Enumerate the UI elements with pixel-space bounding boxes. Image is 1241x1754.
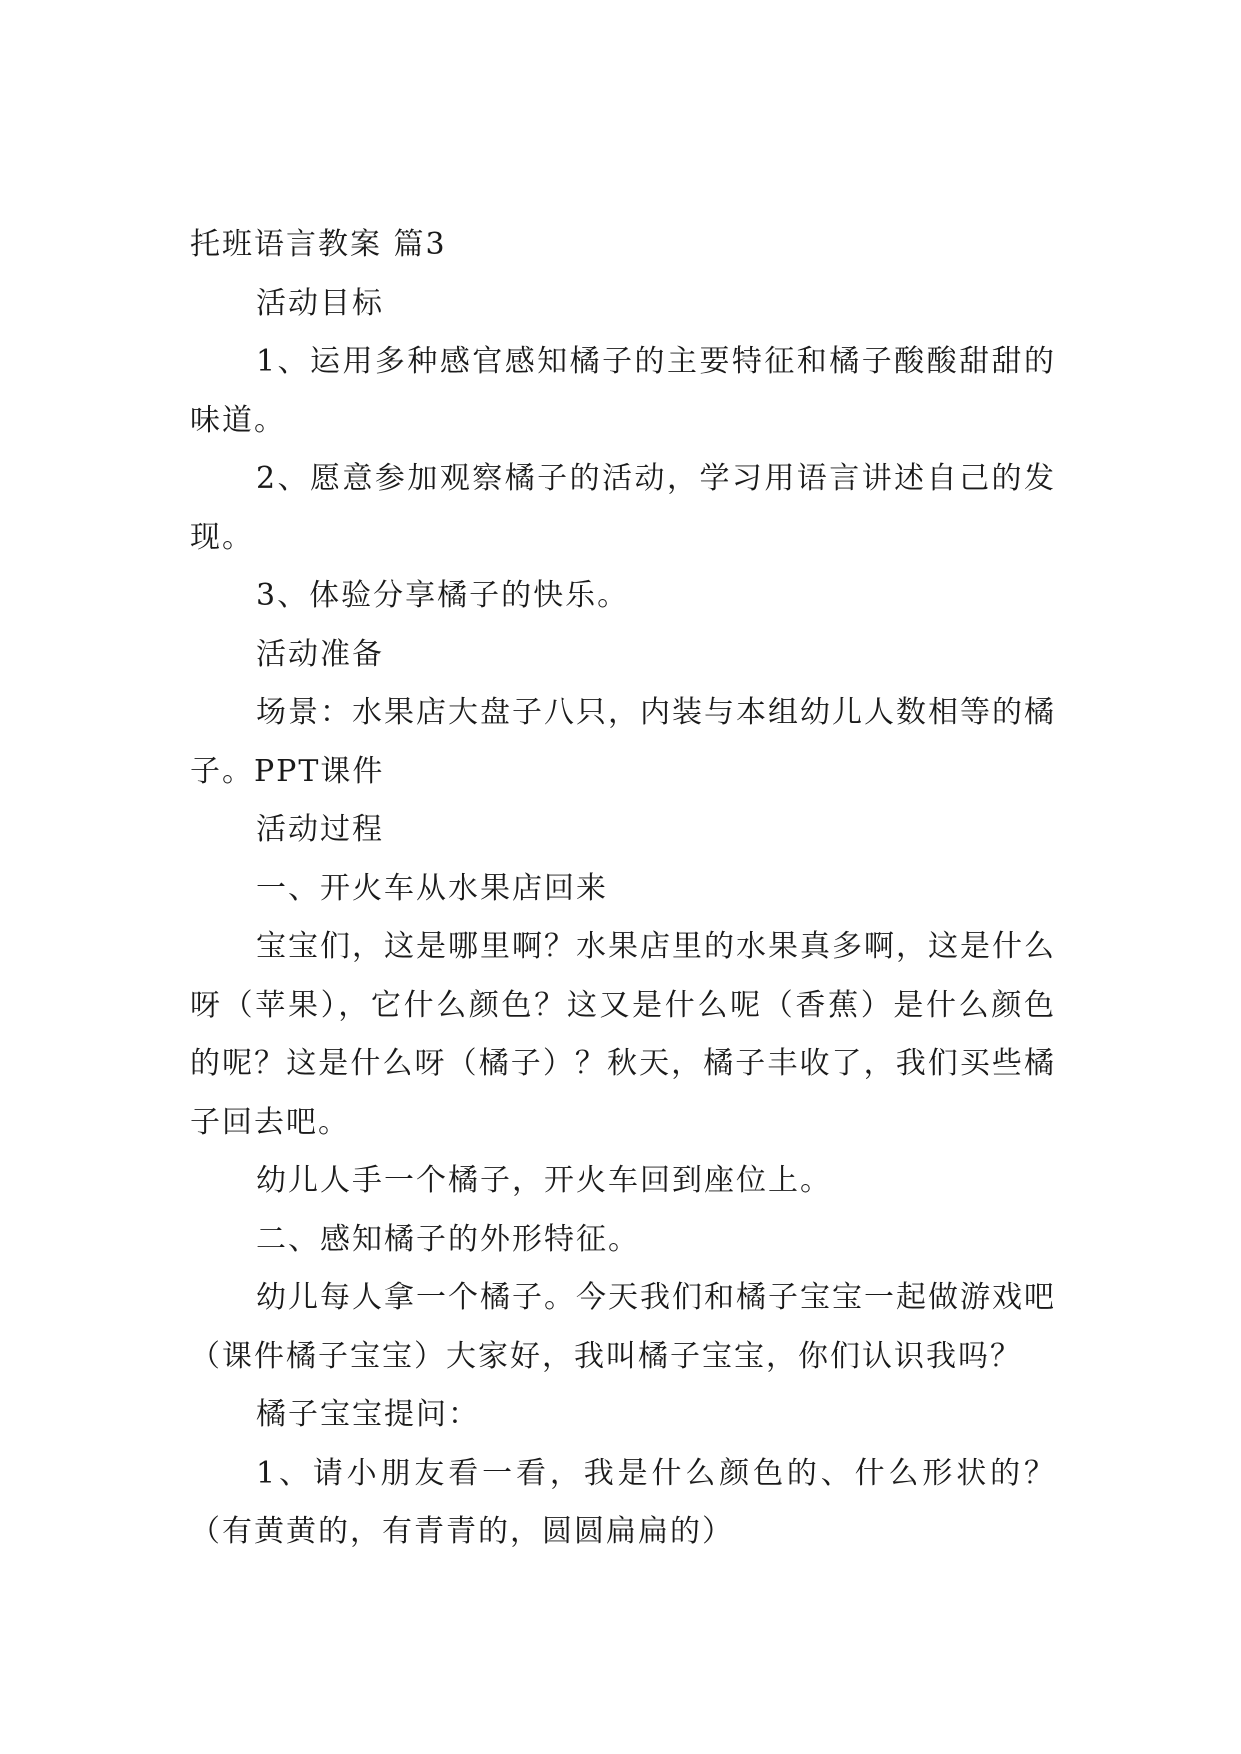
document-title: 托班语言教案 篇3 [190, 227, 447, 262]
document-body [190, 216, 1056, 1562]
goal-item-3: 3、体验分享橘子的快乐。 [256, 578, 630, 613]
question-item-1: 1、请小朋友看一看，我是什么颜色的、什么形状的？（有黄黄的，有青青的，圆圆扁扁的） [190, 1455, 1056, 1549]
goal-item-1: 1、运用多种感官感知橘子的主要特征和橘子酸酸甜甜的味道。 [190, 344, 1056, 438]
section-heading-goals: 活动目标 [256, 285, 384, 321]
section-heading-preparation: 活动准备 [256, 636, 384, 672]
process-step-2-heading: 二、感知橘子的外形特征。 [256, 1221, 640, 1257]
process-step-1-heading: 一、开火车从水果店回来 [256, 870, 608, 906]
section-heading-process: 活动过程 [256, 812, 384, 847]
process-step-1-note: 幼儿人手一个橘子，开火车回到座位上。 [256, 1163, 832, 1198]
process-step-1-text: 宝宝们，这是哪里啊？水果店里的水果真多啊，这是什么呀（苹果），它什么颜色？这又是什么呢（香蕉）是什么颜色的呢？这是什么呀（橘子）？秋天，橘子丰收了，我们买些橘子回去吧。 [190, 929, 1056, 1140]
preparation-text: 场景：水果店大盘子八只，内装与本组幼儿人数相等的橘子。PPT课件 [190, 695, 1056, 789]
question-heading: 橘子宝宝提问： [256, 1397, 480, 1432]
process-step-2-text: 幼儿每人拿一个橘子。今天我们和橘子宝宝一起做游戏吧（课件橘子宝宝）大家好，我叫橘子宝宝，你们认识我吗？ [190, 1280, 1056, 1374]
goal-item-2: 2、愿意参加观察橘子的活动，学习用语言讲述自己的发现。 [190, 461, 1056, 555]
